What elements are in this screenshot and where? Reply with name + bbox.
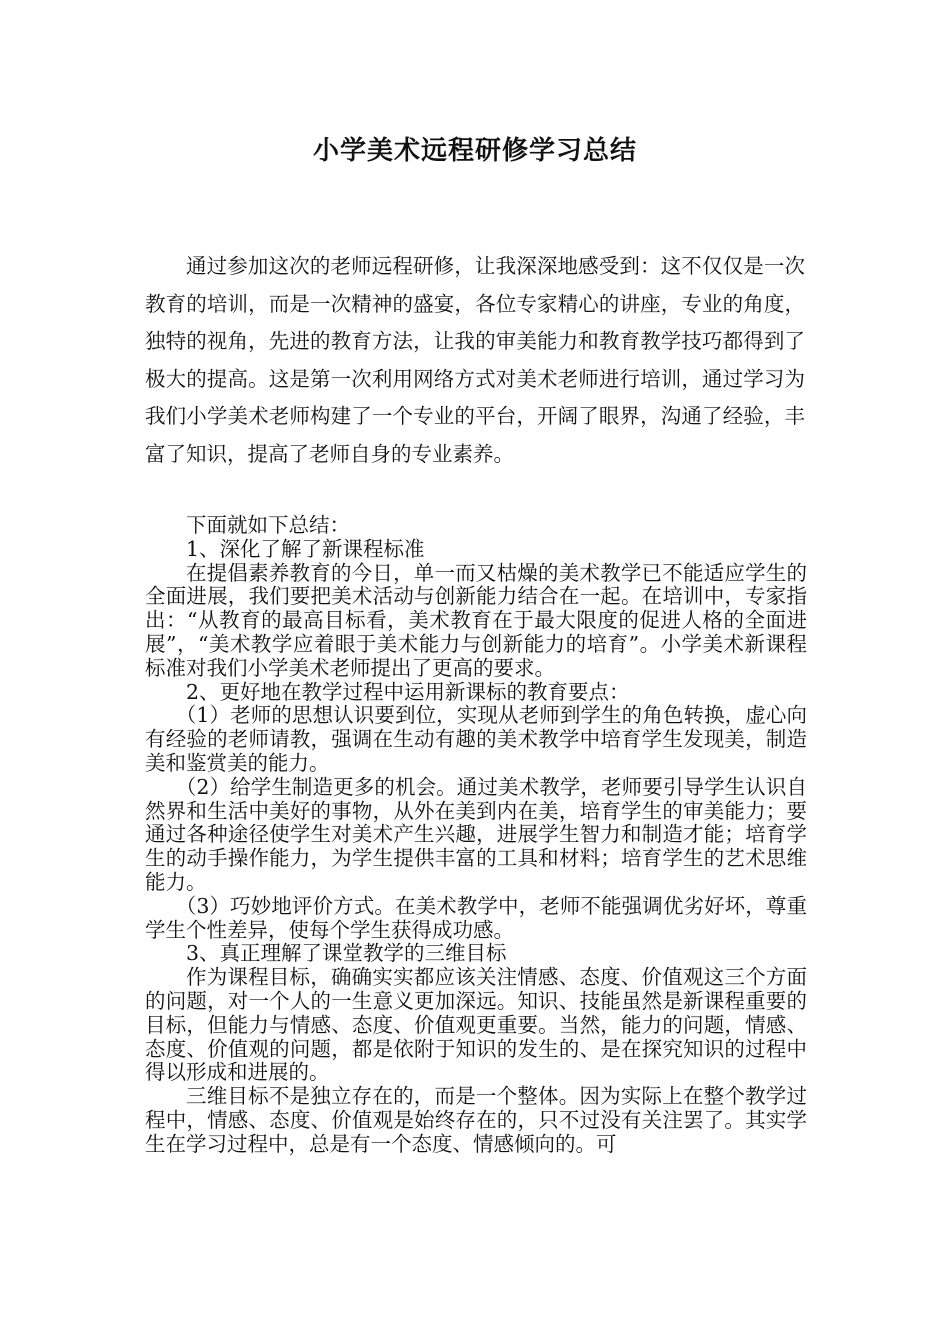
list-item-point-3: （3）巧妙地评价方式。在美术教学中，老师不能强调优劣好坏，尊重学生个性差异，使每个学生获得成功感。 — [145, 893, 807, 942]
section-heading-1: 1、深化了解了新课程标准 — [186, 536, 425, 561]
intro-paragraph: 通过参加这次的老师远程研修，让我深深地感受到：这不仅仅是一次教育的培训，而是一次精神的盛宴，各位专家精心的讲座，专业的角度，独特的视角，先进的教育方法，让我的审美能力和教育教学技巧都得到了极大的提高。这是第一次利用网络方式对美术老师进行培训，通过学习为我们小学美术老师构建了一个专业的平台，开阔了眼界，沟通了经验，丰富了知识，提高了老师自身的专业素养。 — [145, 254, 805, 466]
document-body — [145, 514, 807, 1157]
paragraph: 在提倡素养教育的今日，单一而又枯燥的美术教学已不能适应学生的全面进展，我们要把美术活动与创新能力结合在一起。在培训中，专家指出：“从教育的最高目标看，美术教育在于最大限度的促进人格的全面进展”，“美术教学应着眼于美术能力与创新能力的培育”。小学美术新课程标准对我们小学美术老师提出了更高的要求。 — [145, 560, 807, 680]
list-item-point-1: （1）老师的思想认识要到位，实现从老师到学生的角色转换，虚心向有经验的老师请教，强调在生动有趣的美术教学中培育学生发现美，制造美和鉴赏美的能力。 — [145, 703, 807, 775]
section-heading-2: 2、更好地在教学过程中运用新课标的教育要点： — [186, 679, 630, 704]
document-title: 小学美术远程研修学习总结 — [312, 136, 637, 166]
list-item-point-2: （2）给学生制造更多的机会。通过美术教学，老师要引导学生认识自然界和生活中美好的事物，从外在美到内在美，培育学生的审美能力；要通过各种途径使学生对美术产生兴趣，进展学生智力和制造才能；培育学生的动手操作能力，为学生提供丰富的工具和材料；培育学生的艺术思维能力。 — [145, 774, 807, 894]
paragraph: 三维目标不是独立存在的，而是一个整体。因为实际上在整个教学过程中，情感、态度、价值观是始终存在的，只不过没有关注罢了。其实学生在学习过程中，总是有一个态度、情感倾向的。可 — [145, 1084, 807, 1156]
section-heading-3: 3、真正理解了课堂教学的三维目标 — [186, 941, 507, 966]
paragraph: 作为课程目标，确确实实都应该关注情感、态度、价值观这三个方面的问题，对一个人的一生意义更加深远。知识、技能虽然是新课程重要的目标，但能力与情感、态度、价值观更重要。当然，能力的问题，情感、态度、价值观的问题，都是依附于知识的发生的、是在探究知识的过程中得以形成和进展的。 — [145, 965, 807, 1085]
paragraph-summary-lead: 下面就如下总结： — [186, 513, 350, 537]
